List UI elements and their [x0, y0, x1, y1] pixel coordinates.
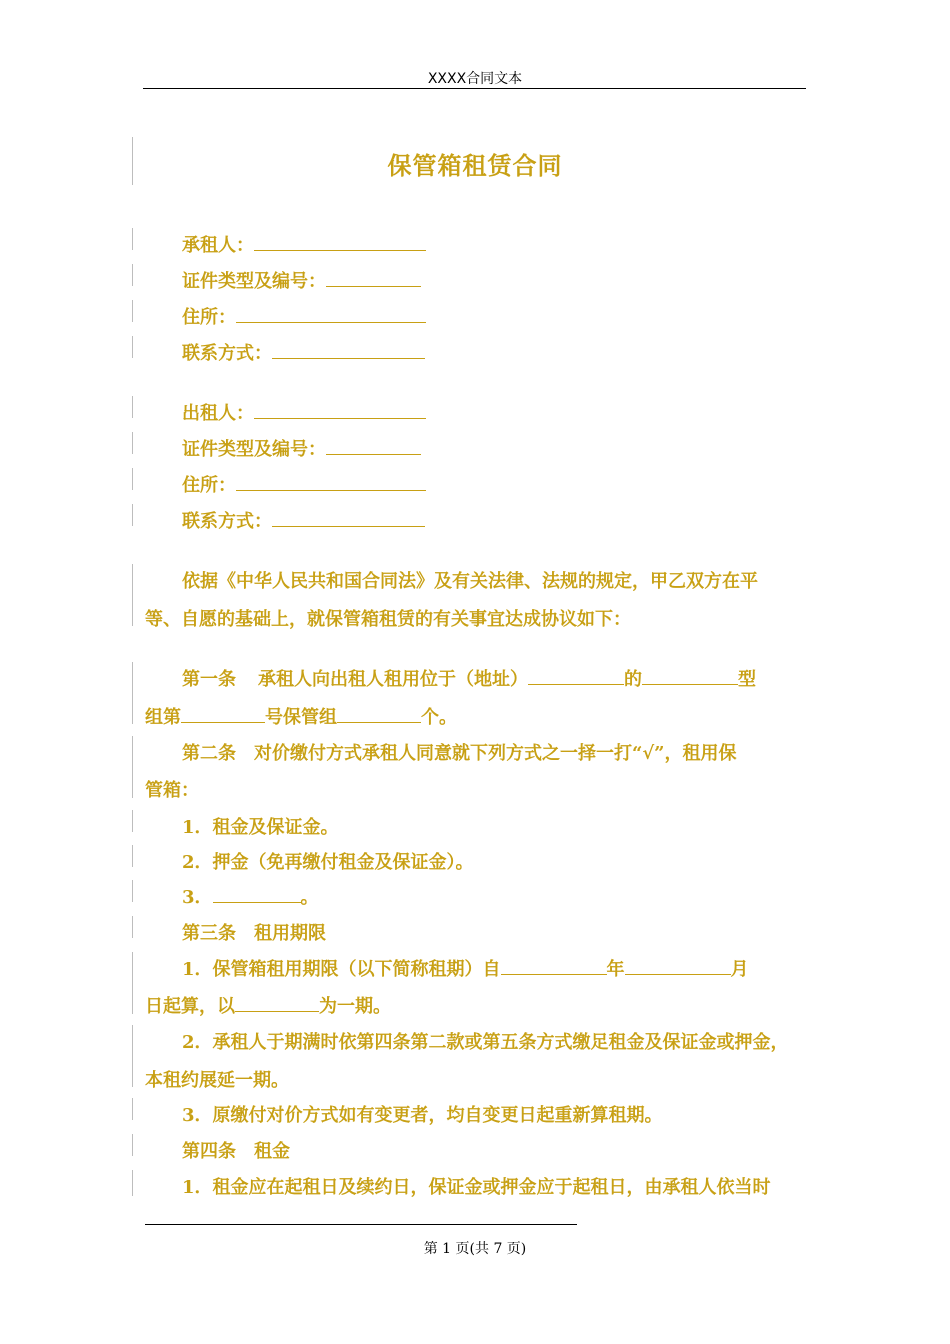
article1-number: 第一条: [182, 669, 236, 690]
lessee-contact-blank[interactable]: [272, 340, 425, 359]
article3-heading: 第三条 租用期限: [182, 923, 326, 944]
article4-p1: 1．租金应在起租日及续约日，保证金或押金应于起租日，由承租人依当时: [182, 1177, 771, 1198]
article2-line-1: 第二条 对价缴付方式承租人同意就下列方式之一择一打“√”，租用保: [182, 743, 737, 764]
article2-line-2: 管箱：: [145, 780, 199, 801]
lessee-contact-line: [182, 339, 425, 365]
article3-p3: 3．原缴付对价方式如有变更者，均自变更日起重新算租期。: [182, 1105, 663, 1126]
lessee-contact-label: 联系方式：: [182, 343, 272, 364]
article1-of: 的: [624, 669, 642, 690]
lessor-id-blank[interactable]: [326, 436, 421, 455]
lessor-address-line: [182, 471, 426, 497]
footer-rule: [145, 1224, 577, 1225]
lessor-contact-line: [182, 507, 425, 533]
lessee-name-label: 承租人：: [182, 235, 254, 256]
revision-bar: [132, 432, 133, 454]
article2-option-2: 2．押金（免再缴付租金及保证金）。: [182, 852, 474, 873]
revision-bar: [132, 880, 133, 902]
article3-start-text: 日起算，以: [145, 996, 235, 1017]
revision-bar: [132, 228, 133, 250]
revision-bar: [132, 952, 133, 1014]
lessee-id-line: [182, 267, 421, 293]
article1-address-blank[interactable]: [528, 666, 624, 685]
article1-text: 承租人向出租人租用位于（地址）: [258, 669, 528, 690]
revision-bar: [132, 396, 133, 418]
lessee-address-label: 住所：: [182, 307, 236, 328]
document-title: 保管箱租赁合同: [387, 151, 563, 180]
revision-bar: [132, 810, 133, 832]
article1-model-blank[interactable]: [642, 666, 738, 685]
revision-bar: [132, 1134, 133, 1156]
lessee-address-line: [182, 303, 426, 329]
article1-unit: 个。: [421, 707, 457, 728]
revision-bar: [132, 264, 133, 286]
article2-option-3-number: 3．: [182, 887, 213, 908]
lessee-id-label: 证件类型及编号：: [182, 271, 326, 292]
article3-year-blank[interactable]: [501, 956, 607, 975]
revision-bar: [132, 1098, 133, 1120]
lessor-name-line: [182, 399, 426, 425]
page-header: XXXX合同文本: [427, 71, 523, 87]
lessee-id-blank[interactable]: [326, 268, 421, 287]
lessor-address-blank[interactable]: [236, 472, 426, 491]
lessor-name-label: 出租人：: [182, 403, 254, 424]
article3-month: 月: [730, 959, 749, 980]
article3-p1-line-1: [182, 955, 749, 981]
article2-option-3: [182, 883, 319, 909]
revision-bar: [132, 916, 133, 938]
article1-box-group: 号保管组: [265, 707, 337, 728]
article3-month-blank[interactable]: [625, 956, 731, 975]
article1-count-blank[interactable]: [337, 704, 421, 723]
article2-option-3-blank[interactable]: [213, 884, 301, 903]
lessor-name-blank[interactable]: [254, 400, 426, 419]
article1-line-2: [145, 703, 457, 729]
article2-option-3-end: 。: [300, 887, 319, 908]
revision-bar: [132, 1025, 133, 1087]
revision-bar: [132, 336, 133, 358]
revision-bar: [132, 1170, 133, 1196]
article1-line-1: [182, 665, 756, 691]
revision-bar: [132, 504, 133, 526]
article3-p1-line-2: [145, 992, 391, 1018]
header-rule: [143, 88, 806, 89]
article1-group: 组第: [145, 707, 181, 728]
lessee-name-line: [182, 231, 426, 257]
article3-period-blank[interactable]: [235, 993, 319, 1012]
article1-group-blank[interactable]: [181, 704, 265, 723]
article1-type: 型: [738, 669, 756, 690]
revision-bar: [132, 736, 133, 798]
preamble-line-2: 等、自愿的基础上，就保管箱租赁的有关事宜达成协议如下：: [145, 609, 631, 630]
revision-bar: [132, 468, 133, 490]
lessor-id-line: [182, 435, 421, 461]
lessor-contact-blank[interactable]: [272, 508, 425, 527]
article3-p2-line-2: 本租约展延一期。: [145, 1070, 289, 1091]
lessor-id-label: 证件类型及编号：: [182, 439, 326, 460]
lessee-name-blank[interactable]: [254, 232, 426, 251]
revision-bar: [132, 300, 133, 322]
lessee-address-blank[interactable]: [236, 304, 426, 323]
article3-p1-text: 1．保管箱租用期限（以下简称租期）自: [182, 959, 501, 980]
revision-bar: [132, 662, 133, 724]
article4-heading: 第四条 租金: [182, 1141, 290, 1162]
article3-p2-line-1: 2．承租人于期满时依第四条第二款或第五条方式缴足租金及保证金或押金，: [182, 1032, 789, 1053]
revision-bar: [132, 845, 133, 867]
page-footer: 第 1 页(共 7 页): [423, 1241, 527, 1257]
article3-year: 年: [606, 959, 625, 980]
lessor-address-label: 住所：: [182, 475, 236, 496]
article2-option-1: 1．租金及保证金。: [182, 817, 339, 838]
preamble-line-1: 依据《中华人民共和国合同法》及有关法律、法规的规定，甲乙双方在平: [182, 571, 758, 592]
revision-bar: [132, 564, 133, 626]
article3-period-text: 为一期。: [319, 996, 391, 1017]
lessor-contact-label: 联系方式：: [182, 511, 272, 532]
